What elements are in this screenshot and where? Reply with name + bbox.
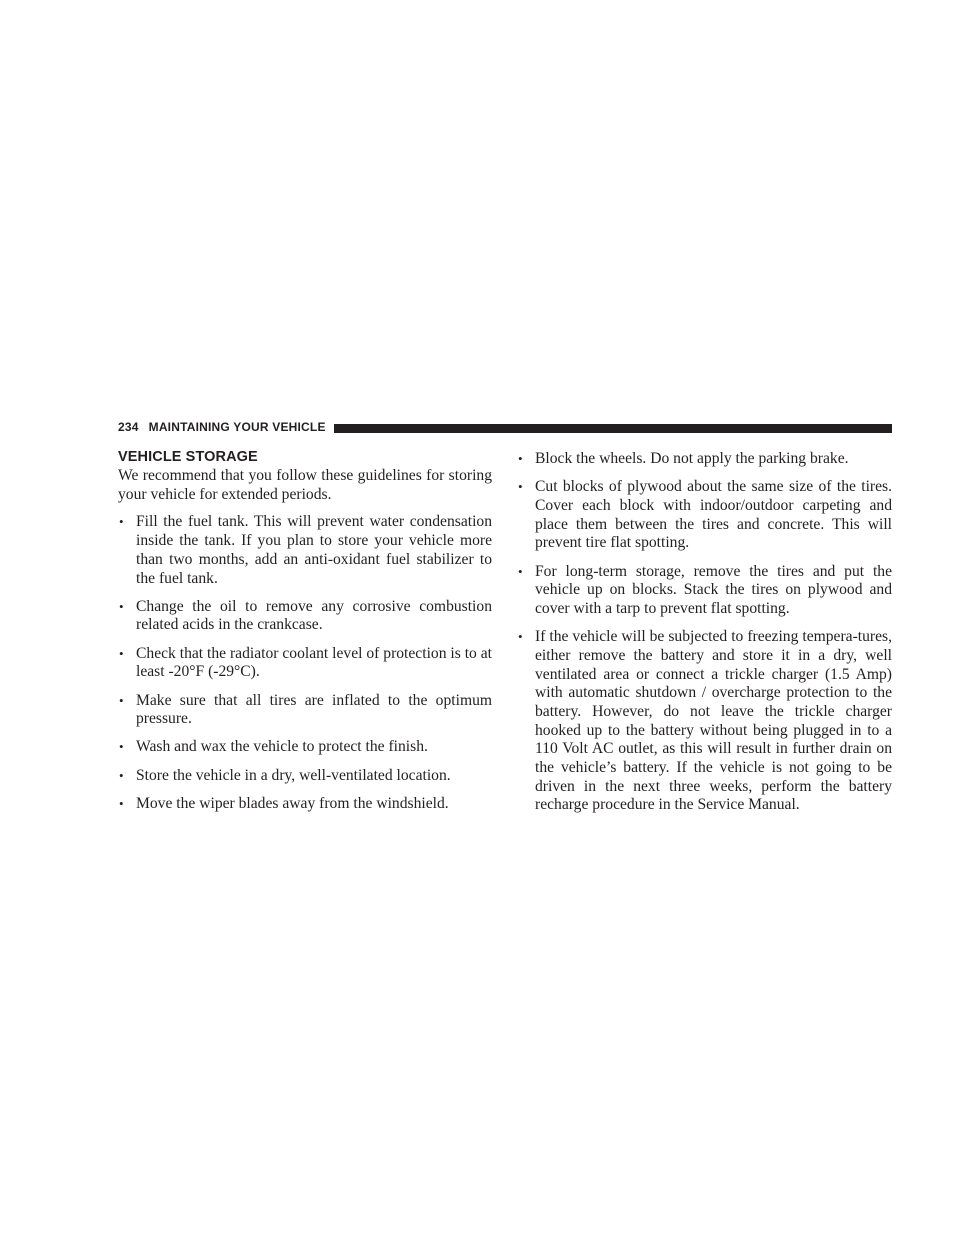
list-item <box>118 767 492 786</box>
list-item-text: Block the wheels. Do not apply the parking brake. <box>535 450 849 467</box>
page-number: 234 <box>118 420 139 434</box>
list-item <box>118 645 492 682</box>
list-item-text: Fill the fuel tank. This will prevent water condensation inside the tank. If you plan to store your vehicle more than two months, add an anti-oxidant fuel stabilizer to the fuel tank. <box>136 513 492 587</box>
list-item-text: Change the oil to remove any corrosive combustion related acids in the crankcase. <box>136 597 492 634</box>
section-heading: VEHICLE STORAGE <box>118 449 258 465</box>
left-column <box>118 448 492 823</box>
bullet-icon: • <box>518 629 523 645</box>
list-item <box>118 692 492 729</box>
bullet-icon: • <box>119 514 124 530</box>
list-item <box>517 628 892 815</box>
bullet-icon: • <box>119 692 124 708</box>
list-item <box>118 795 492 814</box>
list-item <box>517 478 892 553</box>
list-item-text: Cut blocks of plywood about the same size of the tires. Cover each block with indoor/outdoor carpeting and place them between the tires and concrete. This will prevent tire flat spotting. <box>535 478 892 552</box>
bullet-icon: • <box>518 451 523 466</box>
list-item-text: For long-term storage, remove the tires and put the vehicle up on blocks. Stack the tires on plywood and cover with a tarp to prevent flat spotting. <box>535 562 892 617</box>
bullet-icon: • <box>119 645 124 661</box>
list-item <box>517 450 892 469</box>
list-item-text: Store the vehicle in a dry, well-ventilated location. <box>136 766 451 784</box>
bullet-icon: • <box>119 739 124 755</box>
bullet-icon: • <box>518 479 523 495</box>
bullet-icon: • <box>119 767 124 783</box>
list-item <box>517 563 892 619</box>
bullet-icon: • <box>119 598 124 614</box>
list-item <box>118 738 492 757</box>
list-item-text: Check that the radiator coolant level of protection is to at least -20°F (-29°C). <box>136 644 492 681</box>
bullet-icon: • <box>119 795 124 811</box>
list-item-text: Move the wiper blades away from the windshield. <box>136 794 449 812</box>
header-rule <box>334 424 892 433</box>
chapter-title: MAINTAINING YOUR VEHICLE <box>148 420 326 434</box>
right-column <box>517 450 892 825</box>
left-bullet-list <box>118 513 492 813</box>
list-item-text: If the vehicle will be subjected to freezing tempera-tures, either remove the battery and store it in a dry, well ventilated area or connect a trickle charger (1.5 Amp) with automatic shutdown / overcharge protection to the battery. However, do not leave the trickle charger hooked up to the battery without being plugged in to a 110 Volt AC outlet, as this will result in further drain on the vehicle’s battery. If the vehicle is not going to be driven in the next three weeks, perform the battery recharge procedure in the Service Manual. <box>535 628 892 814</box>
right-bullet-list <box>517 450 892 815</box>
intro-paragraph: We recommend that you follow these guidelines for storing your vehicle for extended periods. <box>118 467 492 503</box>
list-item-text: Make sure that all tires are inflated to the optimum pressure. <box>136 691 492 728</box>
list-item <box>118 598 492 635</box>
list-item-text: Wash and wax the vehicle to protect the finish. <box>136 738 428 756</box>
list-item <box>118 513 492 588</box>
bullet-icon: • <box>518 563 523 579</box>
page-header <box>118 419 892 435</box>
